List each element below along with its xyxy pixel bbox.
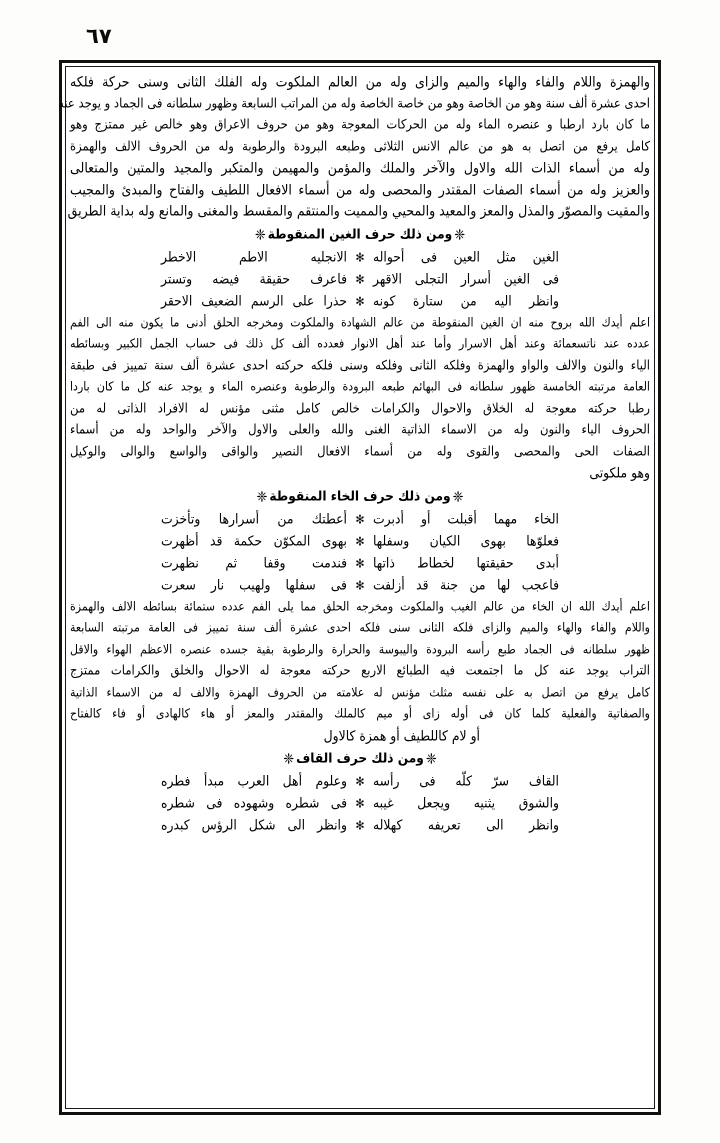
- section-heading-label: ومن ذلك حرف الخاء المنقوطة: [269, 487, 451, 504]
- verse-line: [70, 769, 650, 793]
- section-heading-qaf: [70, 745, 650, 771]
- body-line: والمقيت والمصوّر والمذل والمعز والمعيد والمحيي والمميت والمنتقم والمقسط والمغنى والمانع وله بداية الطريق: [67, 202, 650, 219]
- section-heading-khaa: [70, 482, 650, 508]
- hemistich-second: فى شطره وشهوده فى شطره: [161, 794, 347, 811]
- hemistich-first: الغين مثل العين فى أحواله: [373, 247, 559, 265]
- body-line: احدى عشرة ألف سنة وهو من الخاصة وهو من خاصة الخاصة وله من المراتب السابعة وظهور سلطانه فى الجماد و يوجد عنه: [58, 94, 650, 111]
- hemistich-second: حذرا على الرسم الضعيف الاحقر: [161, 291, 347, 309]
- verse-separator-icon: ✻: [355, 796, 365, 811]
- body-line: رطبا حركته معوجة له الخلاق والاحوال والكرامات خالص كامل مثنى مؤنس له الافراد الذاتى له من: [70, 399, 650, 416]
- verse-line: [70, 528, 650, 552]
- body-line: وله من أسماء الذات الله والاول والآخر والملك والمؤمن والمهيمن والمتكبر والمجيد والمتين والمتعالى: [70, 159, 650, 176]
- hemistich-second: فى سفلها ولهيب نار سعرت: [161, 575, 347, 593]
- verse-separator-icon: ✻: [355, 555, 365, 571]
- hemistich-second: فاعرف حقيقة فيضه وتستر: [161, 269, 347, 287]
- verse-separator-icon: ✻: [355, 511, 365, 527]
- hemistich-first: والشوق يثنيه ويجعل غيبه: [373, 794, 559, 811]
- body-line: الحروف الياء والنون وله من الاسماء الذاتية الغنى والله والعلى والاول والآخر والواحد وله من أسماء: [70, 421, 650, 437]
- verse-line: [70, 550, 650, 574]
- body-line: كامل يرفع من اتصل به هو من عالم الانس الثلاثى وطبعه البرودة والرطوبة وله من الحروف الالف والهمزة: [70, 137, 650, 154]
- body-line: الياء والنون والالف والواو والهمزة وفلكه الثانى وفلكه وسنى فلكه حركته احدى عشرة ألف سنة تمييز فى طبقة: [70, 356, 650, 373]
- floral-ornament-icon: ❈: [254, 226, 266, 244]
- floral-ornament-icon: ❈: [454, 226, 466, 244]
- hemistich-first: فى الغين أسرار التجلى الاقهر: [373, 269, 559, 287]
- hemistich-first: فاعجب لها من جنة قد أزلفت: [373, 575, 559, 593]
- section-heading-label: ومن ذلك حرف الغين المنقوطة: [267, 225, 453, 242]
- floral-ornament-icon: ❈: [256, 488, 268, 506]
- hemistich-second: بهوى المكوّن حكمة قد أظهرت: [161, 531, 347, 549]
- body-line: والهمزة واللام والفاء والهاء والميم والزاى وله من العالم الملكوت وله الفلك الثانى وسنى حركة فلكه: [70, 73, 650, 90]
- verse-separator-icon: ✻: [355, 774, 365, 789]
- body-line: اعلم أيدك الله بروح منه ان الغين المنقوطة من عالم الشهادة والملكوت ومخرجه الحلق أدنى ما يكون منه الى الفم: [70, 314, 650, 330]
- body-line: عدده عند ناتسعمائة وعند أهل الاسرار وأما عند أهل الانوار فعدده ألف كل ذلك فى حساب الجمل الكبير وبسائطه: [70, 336, 650, 351]
- body-tail-line: أو لام كاللطيف أو همزة كالاول: [323, 726, 480, 744]
- body-line: اعلم أيدك الله ان الخاء من عالم الغيب والملكوت ومخرجه الحلق مما يلى الفم عدده ستمائة بسائطه الالف والهمزة: [70, 598, 650, 614]
- floral-ornament-icon: ❈: [425, 751, 437, 768]
- verse-line: [70, 506, 650, 530]
- section-heading-label: ومن ذلك حرف القاف: [296, 750, 424, 766]
- verse-separator-icon: ✻: [355, 249, 365, 265]
- body-line: واللام والفاء والهاء والميم والزاى فلكه الثانى سنى فلكه احدى عشرة ألف سنة تمييز فى العامة مرتبته السابعة: [70, 620, 650, 635]
- verse-separator-icon: ✻: [355, 818, 365, 833]
- body-line: العامة مرتبته الخامسة ظهور سلطانه فى البهائم طبعه البرودة والرطوبة وعنصره الماء و يوجد عنه كل ما كان باردا: [70, 379, 650, 394]
- hemistich-first: فعلوّها بهوى الكيان وسفلها: [373, 531, 559, 549]
- verse-separator-icon: ✻: [355, 533, 365, 549]
- verse-line: [70, 813, 650, 837]
- verse-line: [70, 572, 650, 596]
- hemistich-first: القاف سرّ كلّه فى رأسه: [373, 772, 559, 789]
- hemistich-first: أبدى حقيقتها لخطاط ذاتها: [373, 553, 559, 571]
- section-heading-ghayn: [70, 220, 650, 246]
- body-line: ما كان بارد ارطبا و عنصره الماء وله من الحركات المعوجة وهو من حروف الاعراق وهو خالص غير ممتزج وهو: [70, 116, 650, 132]
- body-line: والصفاتية والفعلية كلما كان فى أوله زاى أو ميم كالملك والمقتدر والمعز أو هاء كالهادى أو فاء كالفتاح: [70, 706, 650, 721]
- verse-line: [70, 244, 650, 268]
- floral-ornament-icon: ❈: [452, 488, 464, 506]
- body-line: الصفات الحى والمحصى والقوى وله من أسماء الافعال النصير والواقى والواسع والوالى والوكيل: [70, 442, 650, 459]
- verse-separator-icon: ✻: [355, 293, 365, 309]
- hemistich-second: وانظر الى شكل الرؤس كبدره: [161, 816, 347, 833]
- hemistich-second: وعلوم أهل العرب مبدأ فطره: [161, 772, 347, 789]
- verse-separator-icon: ✻: [355, 271, 365, 287]
- hemistich-first: وانظر الى تعريفه كهلاله: [373, 816, 559, 833]
- body-line: كامل يرفع من اتصل به على نفسه مثلث مؤنس له علامته من الحروف الهمزة والالف له من الاسماء الذاتية: [70, 684, 650, 700]
- body-tail-line: وهو ملكوتى: [589, 464, 650, 481]
- verse-separator-icon: ✻: [355, 577, 365, 593]
- hemistich-first: الخاء مهما أقبلت أو أدبرت: [373, 509, 559, 527]
- body-line: ظهور سلطانه فى الجماد طبع رأسه البرودة واليبوسة والحرارة والرطوبة بقية جسده عنصره الاعظم الهواء والاقل: [70, 641, 650, 657]
- floral-ornament-icon: ❈: [283, 751, 295, 768]
- hemistich-second: فندمت وقفا ثم نظهرت: [161, 553, 347, 571]
- body-line: والعزيز وله من أسماء الصفات المقتدر والمحصى وله من أسماء الافعال اللطيف والفتاح والمبدئ والمجيب: [70, 180, 650, 198]
- text-block: [58, 68, 654, 1108]
- verse-line: [70, 288, 650, 312]
- hemistich-first: وانظر اليه من ستارة كونه: [373, 291, 559, 309]
- body-line: التراب يوجد عنه كل ما اجتمعت فيه الطبائع الاربع حركته معوجة له الاحوال والخلق والكرامات ممتزج: [70, 662, 650, 678]
- hemistich-second: أعطتك من أسرارها وتأخزت: [161, 509, 347, 527]
- verse-line: [70, 266, 650, 290]
- folio-number: ٦٧: [86, 24, 112, 48]
- verse-line: [70, 791, 650, 815]
- hemistich-second: الانجليه الاطم الاخطر: [161, 247, 347, 265]
